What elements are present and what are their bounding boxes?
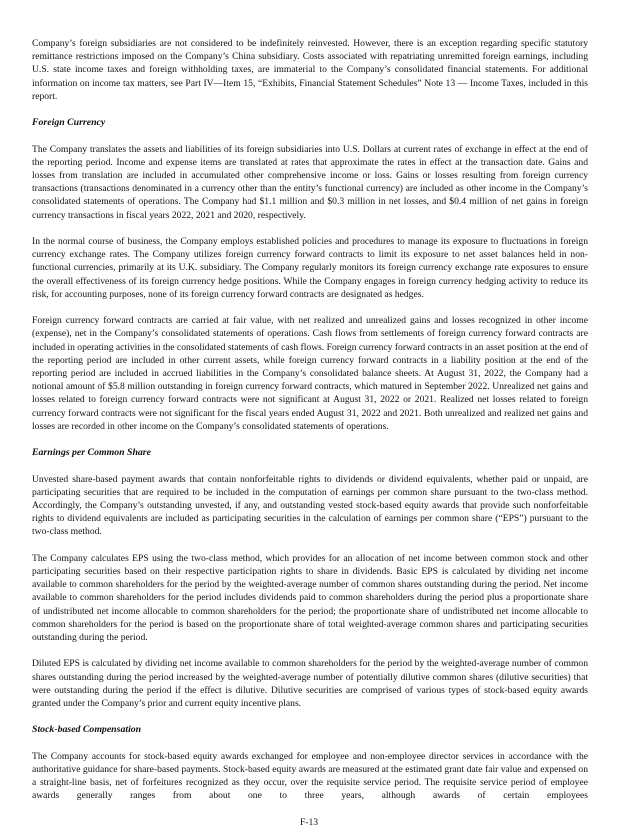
paragraph: Foreign currency forward contracts are carried at fair value, with net realized and unrealized gains and losses recognized in other income (expense), net in the Company’s consolidated statements of operations. Cash flows from settlements of foreign currency forward contracts are included in operating activities in the consolidated statements of cash flows. Foreign currency forward contracts in an asset position at the end of the reporting period are included in other current assets, while foreign currency forward contracts in a liability position at the end of the reporting period are included in accrued liabilities in the Company’s consolidated balance sheets. At August 31, 2022, the Company had a notional amount of $5.8 million outstanding in foreign currency forward contracts, which matured in September 2022. Unrealized net gains and losses related to foreign currency forward contracts were not significant at August 31, 2022 or 2021. Realized net losses related to foreign currency forward contracts were not significant for the fiscal years ended August 31, 2022 and 2021. Both unrealized and realized net gains and losses are recorded in other income on the Company’s consolidated statements of operations. [32, 315, 589, 432]
paragraph: The Company calculates EPS using the two-class method, which provides for an allocation of net income between common stock and other participating securities based on their respective participation rights to share in dividends. Basic EPS is calculated by dividing net income available to common shareholders for the period by the weighted-average number of common shares outstanding during the period. Net income available to common shareholders for the period includes dividends paid to common shareholders during the period plus a proportionate share of undistributed net income allocable to common shareholders for the period; the proportionate share of undistributed net income allocable to common shareholders for the period is based on the proportionate share of total weighted-average common shares and participating securities outstanding during the period. [32, 552, 588, 644]
paragraph: The Company translates the assets and liabilities of its foreign subsidiaries into U.S. Dollars at current rates of exchange in effect at the end of the reporting period. Income and expense items are translated at rates that approximate the rates in effect at the transaction date. Gains and losses from translation are included in accumulated other comprehensive income or loss. Gains or losses resulting from foreign currency transactions (transactions denominated in a currency other than the entity’s functional currency) are included as other income in the Company’s consolidated statements of operations. The Company had $1.1 million and $0.3 million in net losses, and $0.4 million of net gains in foreign currency transactions in fiscal years 2022, 2021 and 2020, respectively. [32, 143, 588, 221]
paragraph: Diluted EPS is calculated by dividing net income available to common shareholders for the period by the weighted-average number of common shares outstanding during the period increased by the weighted-average number of potentially dilutive common shares (dilutive securities) that were outstanding during the period if the effect is dilutive. Dilutive securities are comprised of various types of stock-based equity awards granted under the Company’s prior and current equity incentive plans. [32, 658, 588, 710]
page-number: F-13 [299, 816, 319, 828]
section-heading-earnings-per-share: Earnings per Common Share [32, 447, 151, 459]
paragraph: Company’s foreign subsidiaries are not considered to be indefinitely reinvested. However, there is an exception regarding specific statutory remittance restrictions imposed on the Company’s China subsidiary. Costs associated with repatriating unremitted foreign earnings, including U.S. state income taxes and foreign withholding taxes, are immaterial to the Company’s consolidated financial statements. For additional information on income tax matters, see Part IV—Item 15, “Exhibits, Financial Statement Schedules” Note 13 — Income Taxes, included in this report. [32, 38, 588, 102]
section-heading-foreign-currency: Foreign Currency [32, 117, 106, 129]
paragraph: Unvested share-based payment awards that contain nonforfeitable rights to dividends or dividend equivalents, whether paid or unpaid, are participating securities that are required to be included in the computation of earnings per common share pursuant to the two-class method. Accordingly, the Company’s outstanding unvested, if any, and outstanding vested stock-based equity awards that provide such nonforfeitable rights to dividend equivalents are included as participating securities in the calculation of earnings per common share (“EPS”) pursuant to the two-class method. [32, 473, 588, 538]
paragraph: In the normal course of business, the Company employs established policies and procedures to manage its exposure to fluctuations in foreign currency exchange rates. The Company utilizes foreign currency forward contracts to limit its exposure to net asset balances held in non-functional currencies, primarily at its U.K. subsidiary. The Company regularly monitors its foreign currency exchange rate exposures to ensure the overall effectiveness of its foreign currency hedge positions. While the Company engages in foreign currency hedging activity to reduce its risk, for accounting purposes, none of its foreign currency forward contracts are designated as hedges. [32, 236, 588, 300]
section-heading-stock-based-compensation: Stock-based Compensation [32, 724, 142, 736]
paragraph: The Company accounts for stock-based equity awards exchanged for employee and non-employee director services in accordance with the authoritative guidance for share-based payments. Stock-based equity awards are measured at the estimated grant date fair value and expensed on a straight-line basis, net of forfeitures recognized as they occur, over the requisite service period. The requisite service period of employee awards generally ranges from about one to three years, although awards of certain employees [32, 750, 588, 802]
